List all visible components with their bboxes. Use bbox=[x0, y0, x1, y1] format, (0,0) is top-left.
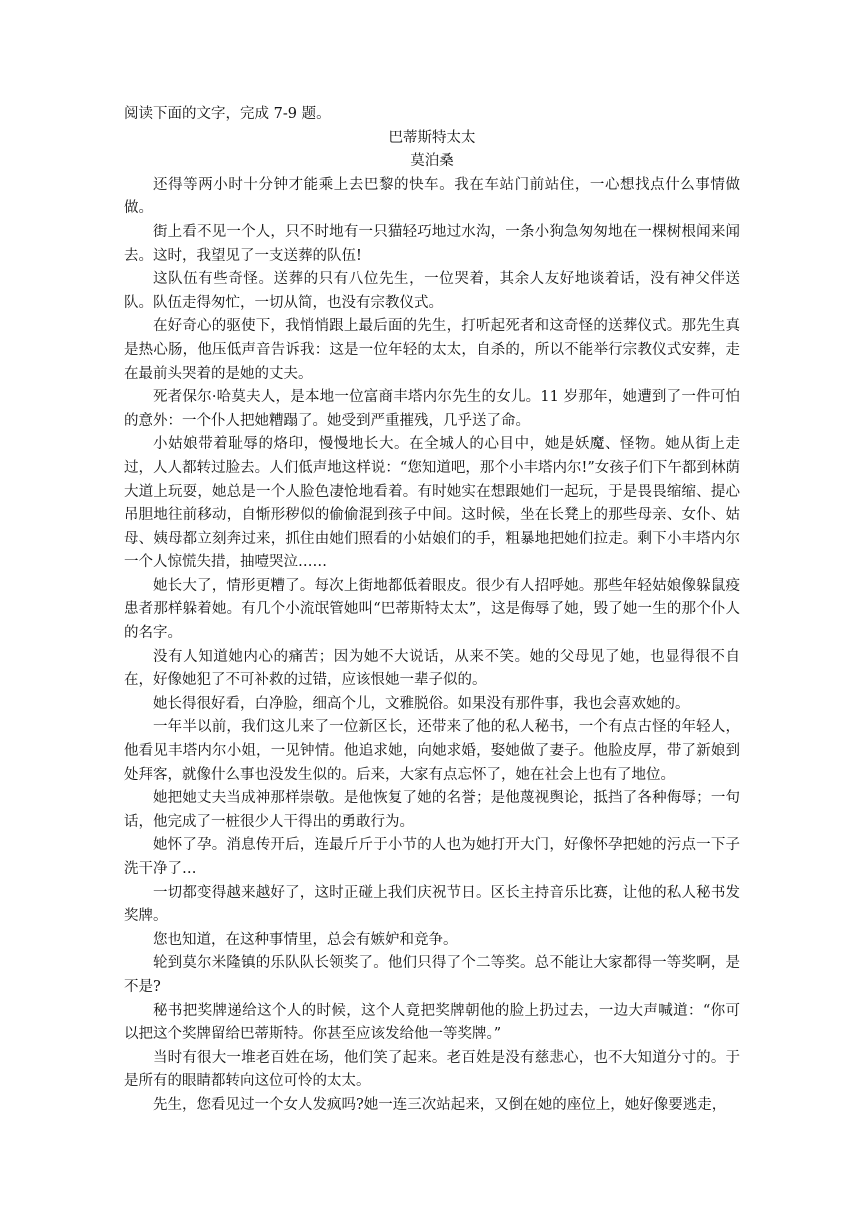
paragraph: 她把她丈夫当成神那样崇敬。是他恢复了她的名誉；是他蔑视舆论，抵挡了各种侮辱；一句话，他完成了一桩很少人干得出的勇敢行为。 bbox=[124, 790, 740, 830]
paragraph: 她长得很好看，白净脸，细高个儿，文雅脱俗。如果没有那件事，我也会喜欢她的。 bbox=[153, 695, 690, 712]
paragraph: 她怀了孕。消息传开后，连最斤斤于小节的人也为她打开大门，好像怀孕把她的污点一下子洗干净了… bbox=[124, 837, 740, 877]
paragraph: 这队伍有些奇怪。送葬的只有八位先生，一位哭着，其余人友好地谈着话，没有神父伴送队。队伍走得匆忙，一切从简，也没有宗教仪式。 bbox=[124, 271, 740, 311]
paragraph: 没有人知道她内心的痛苦；因为她不大说话，从来不笑。她的父母见了她，也显得很不自在，好像她犯了不可补救的过错，应该恨她一辈子似的。 bbox=[124, 648, 740, 689]
document-page bbox=[124, 103, 740, 1118]
paragraph: 她长大了，情形更糟了。每次上街地都低着眼皮。很少有人招呼她。那些年轻姑娘像躲鼠疫患者那样躲着她。有几个小流氓管她叫“巴蒂斯特太太”，这是侮辱了她，毁了她一生的那个仆人的名字。 bbox=[124, 577, 740, 642]
paragraph: 还得等两小时十分钟才能乘上去巴黎的快车。我在车站门前站住，一心想找点什么事情做做。 bbox=[124, 176, 740, 217]
paragraph: 轮到莫尔米隆镇的乐队队长领奖了。他们只得了个二等奖。总不能让大家都得一等奖啊，是不是? bbox=[124, 955, 740, 995]
paragraph: 您也知道，在这种事情里，总会有嫉妒和竞争。 bbox=[153, 931, 458, 948]
paragraph: 秘书把奖牌递给这个人的时候，这个人竟把奖牌朝他的脸上扔过去，一边大声喊道：“你可以把这个奖牌留给巴蒂斯特。你甚至应该发给他一等奖牌。” bbox=[124, 1002, 740, 1043]
instruction-line: 阅读下面的文字，完成 7-9 题。 bbox=[124, 106, 331, 122]
paragraph: 当时有很大一堆老百姓在场，他们笑了起来。老百姓是没有慈悲心，也不大知道分寸的。于是所有的眼睛都转向这位可怜的太太。 bbox=[124, 1049, 740, 1090]
paragraph: 死者保尔·哈莫夫人，是本地一位富商丰塔内尔先生的女儿。11 岁那年，她遭到了一件可怕的意外：一个仆人把她糟蹋了。她受到严重摧残，几乎送了命。 bbox=[124, 389, 740, 429]
paragraph: 小姑娘带着耻辱的烙印，慢慢地长大。在全城人的心目中，她是妖魔、怪物。她从街上走过，人人都转过脸去。人们低声地这样说：“您知道吧，那个小丰塔内尔!”女孩子们下午都到林荫大道上玩耍，她总是一个人脸色凄怆地看着。有时她实在想跟她们一起玩，于是畏畏缩缩、提心吊胆地往前移动，自惭形秽似的偷偷混到孩子中间。这时候，坐在长凳上的那些母亲、女仆、姑母、姨母都立刻奔过来，抓住由她们照看的小姑娘们的手，粗暴地把她们拉走。剩下小丰塔内尔一个人惊慌失措，抽噎哭泣…… bbox=[124, 436, 740, 571]
paragraph: 在好奇心的驱使下，我悄悄跟上最后面的先生，打听起死者和这奇怪的送葬仪式。那先生真是热心肠，他压低声音告诉我：这是一位年轻的太太，自杀的，所以不能举行宗教仪式安葬，走在最前头哭着的是她的丈夫。 bbox=[124, 318, 740, 382]
article-author: 莫泊桑 bbox=[410, 153, 454, 170]
paragraph: 一年半以前，我们这儿来了一位新区长，还带来了他的私人秘书，一个有点古怪的年轻人，他看见丰塔内尔小姐，一见钟情。他追求她，向她求婚，娶她做了妻子。他脸皮厚，带了新娘到处拜客，就像什么事也没发生似的。后来，大家有点忘怀了，她在社会上也有了地位。 bbox=[124, 719, 740, 783]
article-title: 巴蒂斯特太太 bbox=[388, 129, 476, 146]
paragraph: 先生，您看见过一个女人发疯吗?她一连三次站起来，又倒在她的座位上，她好像要逃走， bbox=[153, 1096, 727, 1113]
paragraph: 一切都变得越来越好了，这时正碰上我们庆祝节日。区长主持音乐比赛，让他的私人秘书发奖牌。 bbox=[124, 884, 740, 925]
paragraph: 街上看不见一个人，只不时地有一只猫轻巧地过水沟，一条小狗急匆匆地在一棵树根闻来闻去。这时，我望见了一支送葬的队伍! bbox=[124, 223, 740, 264]
